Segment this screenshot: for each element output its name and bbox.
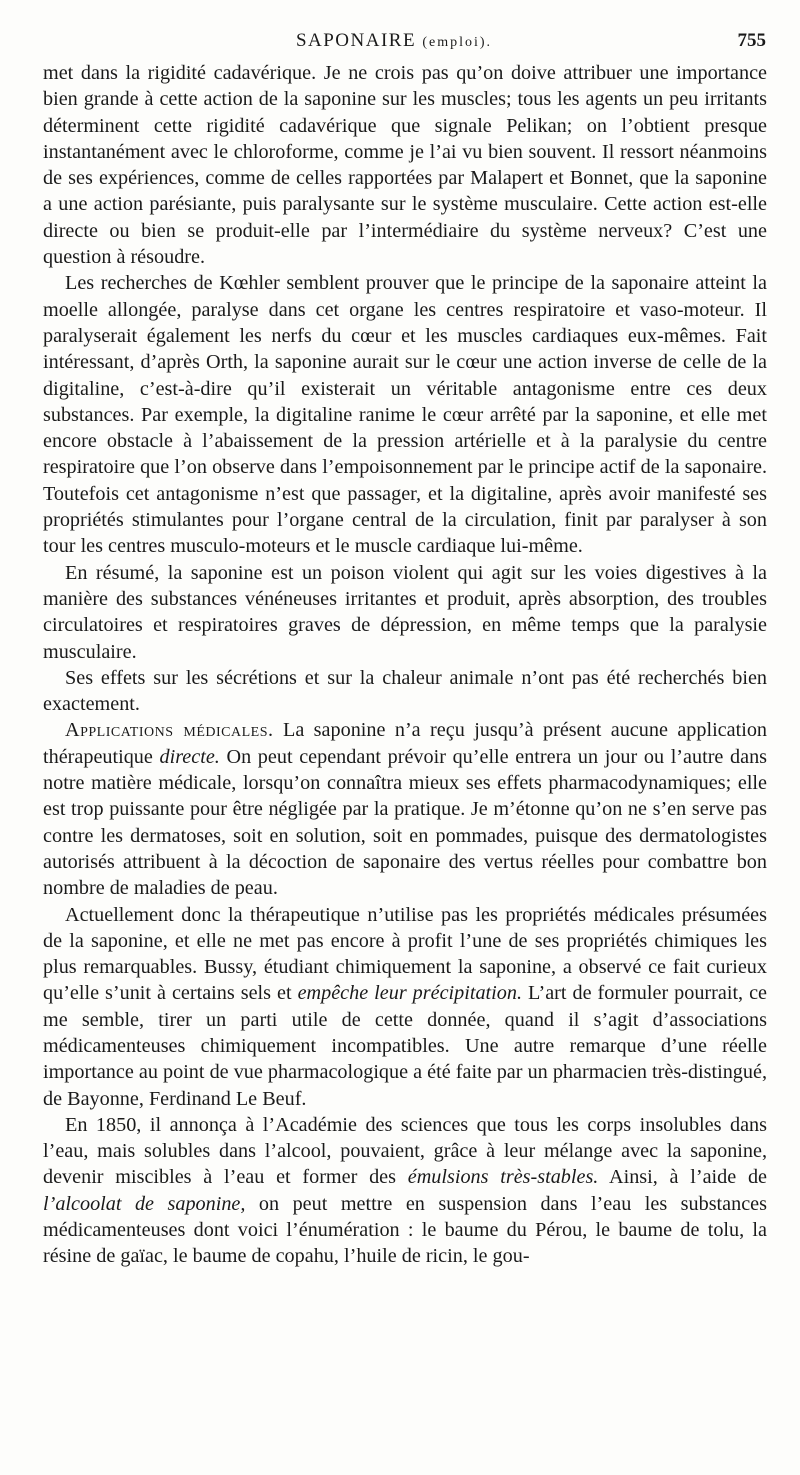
paragraph-6-text-b: L’art de formuler pourrait, ce me semble, tirer un parti utile de cette donnée, quand il s’agit d’associations médicamenteuses chimiquement incompatibles. Une autre remarque d’une réelle importance au point de vue pharmacologique a été faite par un pharmacien très-distingué, de Bayonne, Ferdinand Le Beuf.: [43, 982, 768, 1110]
paragraph-5-text-b: On peut cependant prévoir qu’elle entrera un jour ou l’autre dans notre matière médicale, lorsqu’on connaîtra mieux ses effets pharmacodynamiques; elle est trop puissante pour être négligée par la pratique. Je m’étonne qu’on ne s’en serve pas contre les dermatoses, soit en solution, soit en pommades, puisque des dermatologistes autorisés attribuent à la décoction de saponaire des vertus réelles pour combattre bon nombre de maladies de peau.: [43, 745, 768, 900]
page-number: 755: [737, 30, 766, 51]
paragraph-5-text-a: La saponine n’a reçu jusqu’à présent aucune application thérapeutique: [43, 719, 768, 768]
paragraph-6: [43, 902, 767, 1112]
paragraph-7-emphasis-1: émulsions très-stables.: [407, 1166, 599, 1189]
paragraph-7-text-a: En 1850, il annonça à l’Académie des sciences que tous les corps insolubles dans l’eau, mais solubles dans l’alcool, pouvaient, grâce à leur mélange avec la saponine, devenir miscibles à l’eau et former des: [43, 1113, 767, 1189]
paragraph-6-emphasis: empêche leur précipitation.: [297, 982, 523, 1005]
running-title: [22, 30, 766, 52]
paragraph-7-text-c: on peut mettre en suspension dans l’eau les substances médicamenteuses dont voici l’énumération : le baume du Pérou, le baume de tolu, la résine de gaïac, le baume de copahu, l’huile de ricin, le gou-: [43, 1192, 767, 1268]
paragraph-5-emphasis: directe.: [159, 745, 220, 768]
paragraph-6-text-a: Actuellement donc la thérapeutique n’utilise pas les propriétés médicales présumées de la saponine, et elle ne met pas encore à profit l’une de ses propriétés chimiques les plus remarquables. Bussy, étudiant chimiquement la saponine, a observé ce fait curieux qu’elle s’unit à certains sels et: [43, 903, 767, 1005]
body-text: [43, 60, 767, 1270]
header-title: SAPONAIRE: [295, 30, 417, 51]
header-subtitle: (emploi).: [422, 35, 493, 50]
section-heading: Applications médicales.: [65, 719, 274, 742]
running-header: [22, 30, 766, 56]
paragraph-7-text-b: Ainsi, à l’aide de: [609, 1166, 767, 1189]
paragraph-4: Ses effets sur les sécrétions et sur la chaleur animale n’ont pas été recherchés bien exactement.: [43, 666, 767, 716]
paragraph-7-emphasis-2: l’alcoolat de saponine,: [43, 1192, 246, 1215]
paragraph-2: Les recherches de Kœhler semblent prouver que le principe de la saponaire atteint la moelle allongée, paralyse dans cet organe les centres respiratoire et vaso-moteur. Il paralyserait également les nerfs du cœur et les muscles cardiaques eux-mêmes. Fait intéressant, d’après Orth, la saponine aurait sur le cœur une action inverse de celle de la digitaline, c’est-à-dire qu’il existerait un véritable antagonisme entre ces deux substances. Par exemple, la digitaline ranime le cœur arrêté par la saponine, et elle met encore obstacle à l’abaissement de la pression artérielle et à la paralysie du centre respiratoire que l’on observe dans l’empoisonnement par le principe actif de la saponaire. Toutefois cet antagonisme n’est que passager, et la digitaline, après avoir manifesté ses propriétés stimulantes pour l’organe central de la circulation, finit par paralyser à son tour les centres musculo-moteurs et le muscle cardiaque lui-même.: [43, 272, 767, 558]
paragraph-3: En résumé, la saponine est un poison violent qui agit sur les voies digestives à la manière des substances vénéneuses irritantes et produit, après absorption, des troubles circulatoires et respiratoires graves de dépression, en même temps que la paralysie musculaire.: [43, 561, 767, 663]
paragraph-1: met dans la rigidité cadavérique. Je ne crois pas qu’on doive attribuer une importance bien grande à cette action de la saponine sur les muscles; tous les agents un peu irritants déterminent cette rigidité cadavérique que signale Pelikan; on l’obtient presque instantanément avec le chloroforme, comme je l’ai vu bien souvent. Il ressort néanmoins de ses expériences, comme de celles rapportées par Malapert et Bonnet, que la saponine a une action parésiante, puis paralysante sur le système musculaire. Cette action est-elle directe ou bien se produit-elle par l’intermédiaire du système nerveux? C’est une question à résoudre.: [43, 62, 767, 269]
paragraph-5: [43, 717, 767, 901]
paragraph-7: [43, 1112, 767, 1270]
